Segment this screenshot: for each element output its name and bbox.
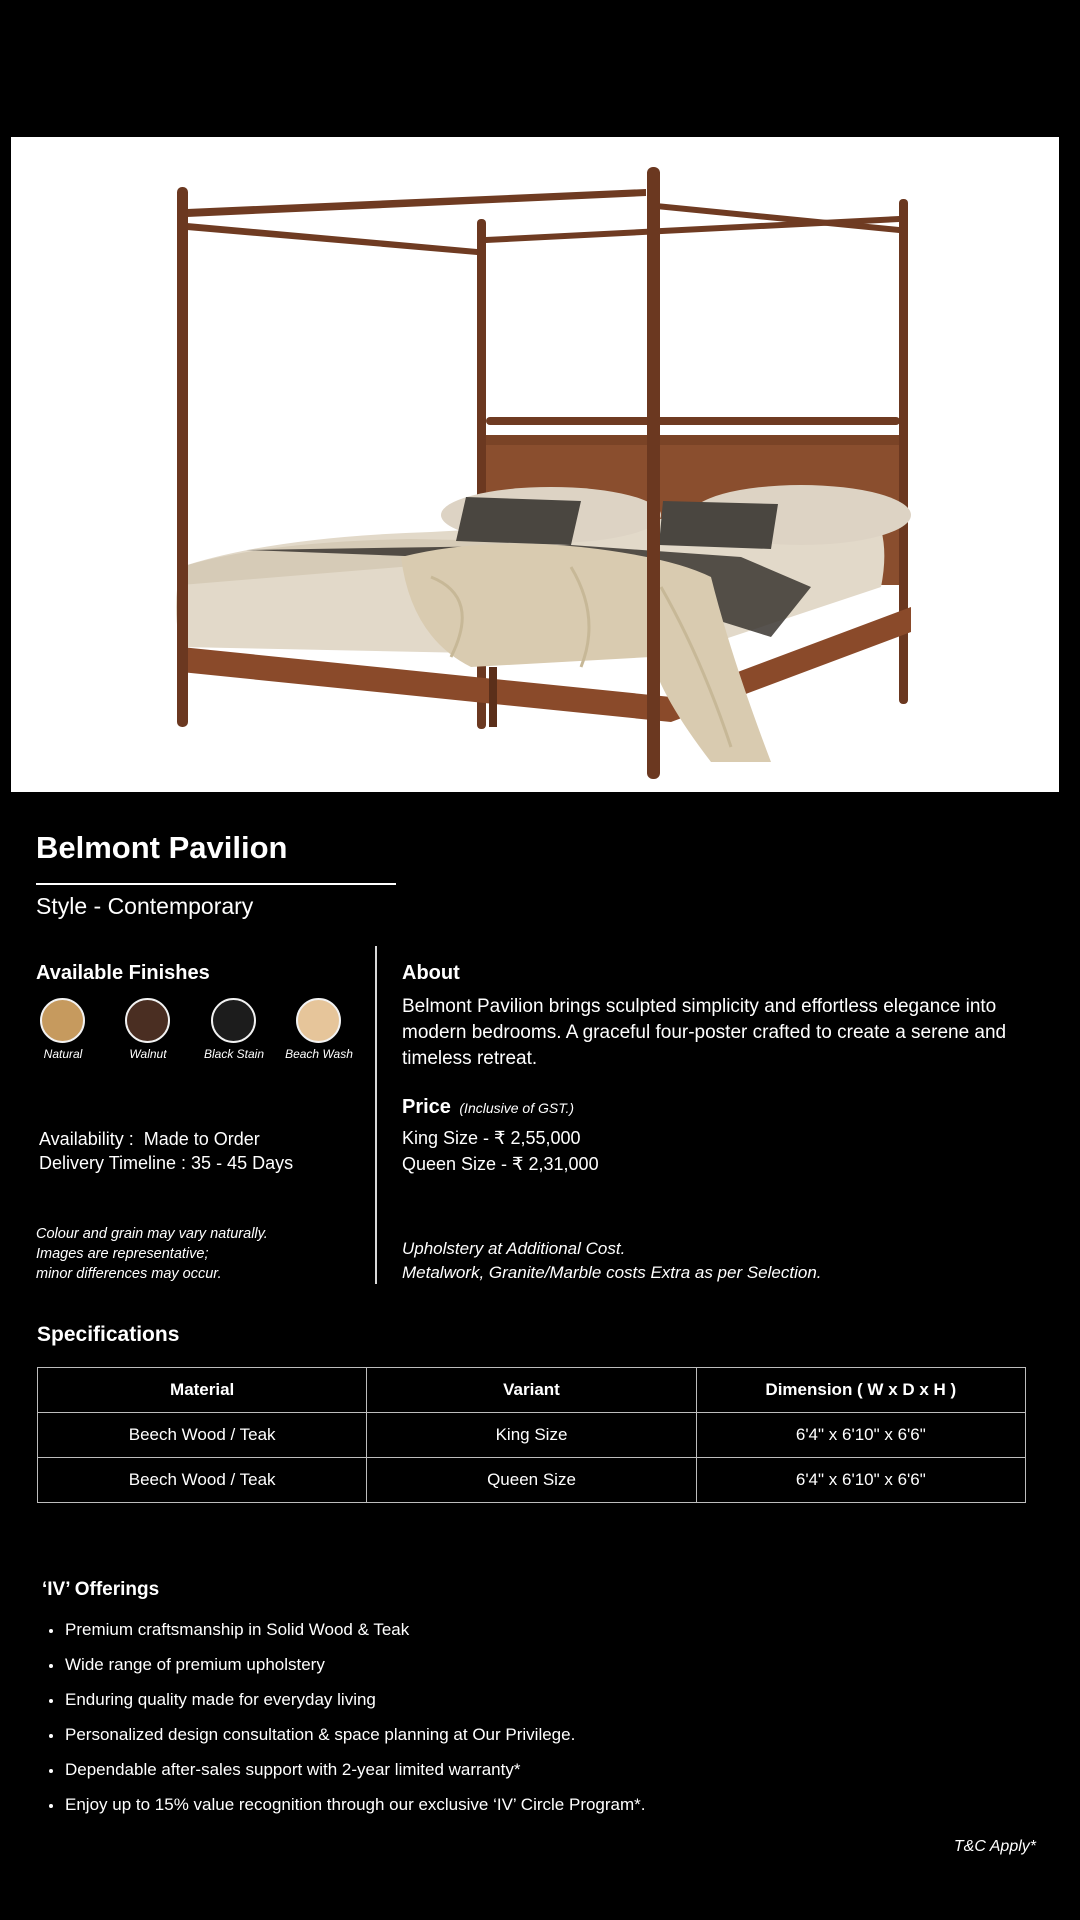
variation-note [36,1224,268,1284]
about-heading: About [402,962,460,984]
finishes-heading: Available Finishes [36,962,210,984]
price-gst-note: (Inclusive of GST.) [459,1100,575,1116]
header-variant: Variant [367,1368,696,1413]
note-line: minor differences may occur. [36,1266,222,1282]
table-row [38,1458,1026,1503]
header-material: Material [38,1368,367,1413]
finish-swatch-walnut[interactable] [125,998,170,1043]
list-item: Personalized design consultation & space planning at Our Privilege. [42,1723,646,1758]
list-item: Dependable after-sales support with 2-year limited warranty* [42,1758,646,1793]
title-underline [36,883,396,885]
cell-material: Beech Wood / Teak [38,1458,367,1503]
note-line: Colour and grain may vary naturally. [36,1226,268,1242]
about-description: Belmont Pavilion brings sculpted simplicity and effortless elegance into modern bedrooms. A graceful four-poster crafted to create a serene and timeless retreat. [402,996,1007,1069]
additional-costs-note [402,1237,822,1285]
cell-variant: King Size [367,1413,696,1458]
cell-dimension: 6'4" x 6'10" x 6'6" [696,1413,1025,1458]
table-header-row [38,1368,1026,1413]
finish-label-beach-wash: Beach Wash [285,1047,353,1061]
product-image [11,137,1059,792]
offerings-list [42,1618,646,1828]
cell-material: Beech Wood / Teak [38,1413,367,1458]
price-heading: Price [402,1096,451,1118]
product-title: Belmont Pavilion [36,830,288,865]
product-style: Style - Contemporary [36,893,254,919]
delivery-timeline-text: Delivery Timeline : 35 - 45 Days [39,1153,294,1173]
availability-text: Availability : Made to Order [39,1129,260,1149]
offerings-heading: ‘IV’ Offerings [42,1579,160,1600]
extra-line: Metalwork, Granite/Marble costs Extra as per Selection. [402,1263,822,1282]
column-divider [375,946,377,1284]
note-line: Images are representative; [36,1246,209,1262]
list-item: Enjoy up to 15% value recognition through our exclusive ‘IV’ Circle Program*. [42,1793,646,1828]
finish-swatch-natural[interactable] [40,998,85,1043]
finish-label-black-stain: Black Stain [203,1047,265,1061]
four-poster-bed-illustration [11,137,1059,792]
list-item: Wide range of premium upholstery [42,1653,646,1688]
finish-label-natural: Natural [43,1047,83,1061]
cell-variant: Queen Size [367,1458,696,1503]
finish-swatch-beach-wash[interactable] [296,998,341,1043]
table-row [38,1413,1026,1458]
price-heading-row [402,1096,574,1119]
finish-label-walnut: Walnut [129,1047,167,1061]
specifications-table [37,1367,1026,1503]
finish-swatch-black-stain[interactable] [211,998,256,1043]
specifications-heading: Specifications [37,1323,180,1346]
price-king: King Size - ₹ 2,55,000 [402,1128,581,1148]
cell-dimension: 6'4" x 6'10" x 6'6" [696,1458,1025,1503]
list-item: Enduring quality made for everyday living [42,1688,646,1723]
availability-block [39,1127,293,1175]
terms-note[interactable]: T&C Apply* [953,1838,1036,1855]
price-queen: Queen Size - ₹ 2,31,000 [402,1154,599,1174]
extra-line: Upholstery at Additional Cost. [402,1239,626,1258]
list-item: Premium craftsmanship in Solid Wood & Teak [42,1618,646,1653]
header-dimension: Dimension ( W x D x H ) [696,1368,1025,1413]
